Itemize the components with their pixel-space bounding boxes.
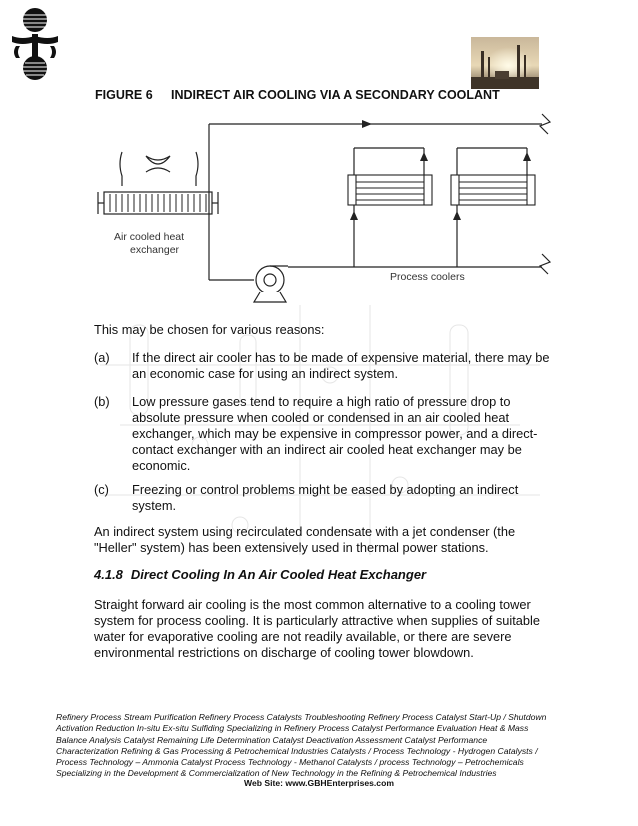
figure-number: FIGURE 6	[95, 88, 153, 102]
footer-line: Refinery Process Stream Purification Refinery Process Catalysts Troubleshooting Refinery Process Catalyst Start-Up / Shutdown	[56, 712, 547, 722]
flow-arrow-top	[362, 120, 372, 128]
footer-line: Characterization Refining & Gas Processing & Petrochemical Industries Catalysts / Process Technology - Hydrogen Catalysts /	[56, 745, 538, 756]
item-label-c: (c)	[94, 482, 109, 497]
footer-line: Specializing in the Development & Commercialization of New Technology in the Refining & Petrochemical Industries	[56, 768, 497, 779]
process-cooler-1	[348, 175, 432, 205]
direct-line: system for process cooling. It is particularly attractive when supplies of suitable	[94, 613, 540, 628]
direct-line: environmental restrictions on discharge of cooling tower blowdown.	[94, 645, 474, 660]
process-coolers-label: Process coolers	[390, 271, 465, 283]
item-label-b: (b)	[94, 394, 110, 409]
item-c-line: Freezing or control problems might be eased by adopting an indirect	[132, 482, 519, 497]
flow-arrow-cooler-1-in	[350, 211, 358, 220]
footer-website[interactable]: Web Site: www.GBHEnterprises.com	[244, 778, 394, 788]
air-cooled-label-line2: exchanger	[130, 244, 180, 256]
indirect-line: An indirect system using recirculated condensate with a jet condenser (the	[94, 524, 516, 539]
item-text-b	[132, 394, 552, 474]
direct-cooling-paragraph	[94, 597, 554, 661]
item-b-line: economic.	[132, 458, 191, 473]
flow-arrow-cooler-2-out	[523, 152, 531, 161]
company-logo	[10, 6, 60, 82]
figure-title	[95, 88, 500, 102]
break-symbol-bottom	[540, 254, 550, 274]
indirect-line: "Heller" system) has been extensively used in thermal power stations.	[94, 540, 489, 555]
footer-services	[56, 712, 556, 780]
indirect-cooling-diagram	[92, 108, 562, 316]
item-b-line: Low pressure gases tend to require a high ratio of pressure drop to	[132, 394, 511, 409]
item-b-line: exchanger, which may be expensive in compressor power, and a direct-	[132, 426, 538, 441]
footer-line: Process Technology – Ammonia Catalyst Process Technology - Methanol Catalysts / process Technology – Petrochemicals	[56, 757, 524, 768]
item-text-a	[132, 350, 552, 382]
circulation-pump	[254, 266, 288, 302]
flow-arrow-cooler-2-in	[453, 211, 461, 220]
direct-line: Straight forward air cooling is the most common alternative to a cooling tower	[94, 597, 531, 612]
intro-paragraph: This may be chosen for various reasons:	[94, 322, 325, 337]
item-label-a: (a)	[94, 350, 110, 365]
section-number: 4.1.8	[94, 567, 123, 582]
section-title: Direct Cooling In An Air Cooled Heat Exchanger	[130, 567, 427, 582]
footer-line: Activation Reduction In-situ Ex-situ Sulfiding Specializing in Refinery Process Catalyst Performance Evaluation Heat & Mass	[56, 723, 529, 734]
refinery-photo	[471, 37, 539, 89]
indirect-system-paragraph	[94, 524, 554, 556]
item-text-c	[132, 482, 552, 514]
item-c-line: system.	[132, 498, 177, 513]
footer-line: Balance Analysis Catalyst Remaining Life Determination Catalyst Deactivation Assessment Catalyst Performance	[56, 734, 488, 745]
heat-exchanger-tubes	[110, 194, 206, 212]
process-cooler-2	[451, 175, 535, 205]
flow-arrow-cooler-1-out	[420, 152, 428, 161]
item-b-line: absolute pressure when cooled or condensed in an air cooled heat	[132, 410, 510, 425]
figure-caption: INDIRECT AIR COOLING VIA A SECONDARY COOLANT	[171, 88, 500, 102]
item-b-line: contact exchanger with an indirect air cooled heat exchanger may be	[132, 442, 522, 457]
section-heading	[94, 567, 426, 582]
air-cooled-label-line1: Air cooled heat	[114, 231, 185, 243]
direct-line: water for evaporative cooling are not readily available, or there are severe	[94, 629, 512, 644]
item-a-line: an economic case for using an indirect system.	[132, 366, 399, 381]
item-a-line: If the direct air cooler has to be made of expensive material, there may be	[132, 350, 550, 365]
